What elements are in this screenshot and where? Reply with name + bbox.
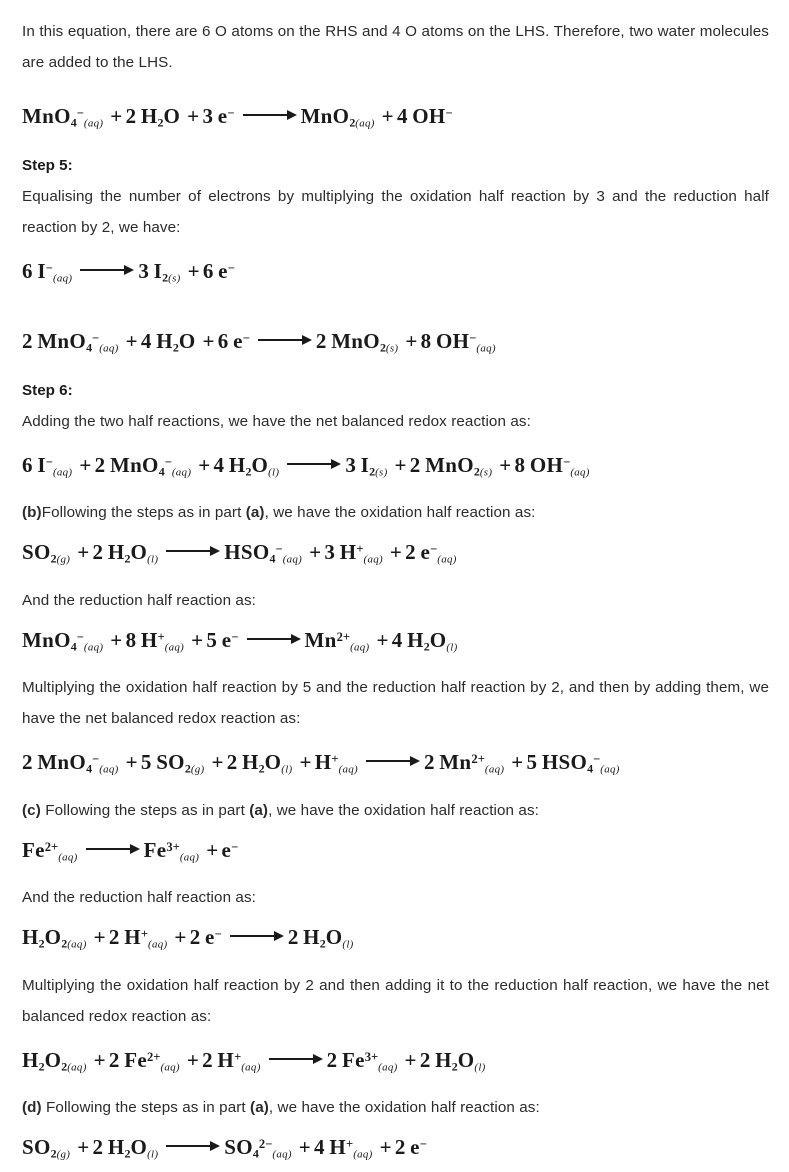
chemical-term: 2 $H_2O(l)$	[226, 750, 293, 776]
chemical-term: 4 $H_2O$	[140, 329, 196, 355]
plus-operator: +	[299, 750, 312, 775]
chemical-term: 3 $I_2(s)$	[345, 452, 388, 479]
reduction-intro-b: And the reduction half reaction as:	[22, 591, 256, 609]
chemical-term: 5 e−	[206, 627, 239, 652]
chemical-term: 2 $Fe^{3+}(aq)$	[326, 1047, 398, 1074]
chemical-term: 3 e−	[202, 104, 235, 129]
part-b-text-1: Following the steps as in part	[41, 504, 246, 522]
reaction-arrow-icon	[86, 843, 140, 855]
plus-operator: +	[79, 452, 92, 477]
reaction-arrow-icon	[366, 755, 420, 767]
chemical-term: 6 e−	[217, 329, 250, 354]
chemical-term: MnO$_4$−(aq)	[22, 627, 104, 654]
reaction-arrow-icon	[80, 264, 134, 276]
chemical-term: 2 MnO$_2$(s)	[409, 452, 493, 479]
reaction-arrow-icon	[258, 334, 312, 346]
reaction-arrow-icon	[166, 1140, 220, 1152]
plus-operator: +	[174, 925, 187, 950]
reaction-arrow-icon	[287, 458, 341, 470]
reaction-arrow-icon	[247, 633, 301, 645]
chemical-term: $HSO_4^-(aq)$	[224, 540, 303, 566]
part-d-reference: (a)	[250, 1099, 269, 1117]
plus-operator: +	[191, 627, 204, 652]
chemical-term: 2 e−	[394, 1135, 427, 1160]
chemical-term: 4 H+(aq)	[314, 1135, 373, 1161]
plus-operator: +	[389, 540, 403, 565]
chemical-term: H+(aq)	[314, 750, 358, 776]
chemical-term: 2 e−	[189, 925, 222, 950]
part-d-intro	[0, 1092, 789, 1123]
equation-net-redox-b	[0, 742, 789, 787]
equation-net-redox-c	[0, 1040, 789, 1085]
part-d-label: (d)	[22, 1099, 42, 1117]
chemical-term: $H_2O_2(aq)$	[22, 1047, 87, 1074]
part-c-reference: (a)	[249, 801, 269, 819]
step-5-paragraph: Equalising the number of electrons by multiplying the oxidation half reaction by 3 and the reduction half reaction by 2, we have:	[22, 187, 769, 236]
intro-paragraph: In this equation, there are 6 O atoms on the RHS and 4 O atoms on the LHS. Therefore, two water molecules are added to the LHS.	[22, 23, 769, 71]
plus-operator: +	[110, 104, 123, 129]
chemical-term: 3 H+(aq)	[324, 540, 383, 566]
plus-operator: +	[93, 925, 106, 950]
chemical-term: 2 H+(aq)	[108, 925, 168, 951]
chemical-term: 4 $H_2O(l)$	[213, 452, 280, 479]
plus-operator: +	[206, 837, 219, 862]
chemical-term: $SO_4^{2-}(aq)$	[224, 1135, 292, 1161]
chemical-term: 2 MnO$_4$−(aq)	[94, 452, 192, 479]
part-c-label: (c)	[22, 801, 41, 819]
part-b-intro	[0, 497, 789, 528]
chemical-term: MnO$_4$−(aq)	[22, 104, 104, 130]
equation-peroxide-reduction-half	[0, 917, 789, 962]
chemical-term: 8 OH−(aq)	[420, 329, 496, 355]
chemical-term: 6 e−	[202, 258, 235, 283]
chemical-term: $SO_2(g)$	[22, 1135, 71, 1161]
plus-operator: +	[198, 452, 211, 477]
equation-mno4-basic-reduction	[0, 96, 789, 141]
reaction-arrow-icon	[166, 545, 220, 557]
plus-operator: +	[125, 329, 138, 354]
step-6-heading: Step 6:	[22, 381, 73, 399]
chemical-term: MnO$_2$(aq)	[300, 104, 375, 130]
plus-operator: +	[404, 1047, 417, 1072]
plus-operator: +	[381, 104, 394, 129]
equation-so2-to-sulfate-oxidation	[0, 1127, 789, 1172]
chemical-term: 8 H+(aq)	[125, 627, 185, 654]
plus-operator: +	[202, 329, 215, 354]
plus-operator: +	[125, 750, 138, 775]
chemical-term: 6 I−(aq)	[22, 452, 73, 479]
part-c-text-1: Following the steps as in part	[40, 801, 250, 819]
chemical-term: $Fe^{2+}(aq)$	[22, 837, 78, 864]
chemical-term: 5 $SO_2(g)$	[140, 750, 205, 776]
plus-operator: +	[394, 452, 407, 477]
equation-iodide-oxidation-x3	[0, 251, 789, 296]
multiply-note-b: Multiplying the oxidation half reaction by 5 and the reduction half reaction by 2, and then by adding them, we have the net balanced redox reaction as:	[22, 679, 769, 728]
plus-operator: +	[186, 1047, 200, 1072]
plus-operator: +	[93, 1047, 106, 1072]
chemical-term: 2 MnO$_4$−(aq)	[22, 329, 119, 355]
part-c-text-2: , we have the oxidation half reaction as:	[268, 801, 539, 819]
equation-net-redox-a	[0, 445, 789, 490]
chemical-term: 2 MnO$_4$−(aq)	[22, 750, 119, 776]
part-d-text-2: , we have the oxidation half reaction as:	[268, 1099, 540, 1117]
step-5-heading: Step 5:	[22, 156, 73, 174]
part-c-intro	[0, 795, 789, 826]
reaction-arrow-icon	[243, 109, 297, 121]
plus-operator: +	[309, 540, 322, 565]
part-d-text-1: Following the steps as in part	[41, 1099, 251, 1117]
plus-operator: +	[110, 627, 123, 652]
plus-operator: +	[211, 750, 224, 775]
plus-operator: +	[376, 627, 389, 652]
chemical-term: $H_2O_2(aq)$	[22, 925, 87, 951]
plus-operator: +	[77, 540, 90, 565]
plus-operator: +	[187, 258, 200, 283]
chemical-term: $Mn^{2+}(aq)$	[304, 627, 370, 654]
equation-permanganate-acid-reduction	[0, 620, 789, 665]
plus-operator: +	[187, 104, 200, 129]
step-6-paragraph: Adding the two half reactions, we have the net balanced redox reaction as:	[22, 412, 531, 430]
chemical-term: e−	[221, 837, 239, 862]
plus-operator: +	[511, 750, 524, 775]
equation-iron-oxidation-half	[0, 830, 789, 875]
plus-operator: +	[77, 1135, 90, 1160]
chemical-term: 2 MnO$_2$(s)	[315, 329, 399, 355]
plus-operator: +	[499, 452, 512, 477]
chemical-term: 2 $Mn^{2+}(aq)$	[423, 750, 505, 776]
chemical-term: 2 $H_2O$	[125, 104, 181, 130]
chemical-term: 6 I−(aq)	[22, 258, 73, 285]
equation-so2-oxidation-half	[0, 532, 789, 577]
chemical-term: 4 OH−	[396, 104, 453, 129]
reduction-intro-c: And the reduction half reaction as:	[22, 889, 256, 907]
chemical-term: 2 $H_2O(l)$	[287, 925, 354, 951]
chemical-term: 2 H+(aq)	[202, 1047, 261, 1074]
chemical-term: 8 OH−(aq)	[514, 452, 590, 479]
multiply-note-c: Multiplying the oxidation half reaction by 2 and then adding it to the reduction half reaction, we have the net balanced redox reaction as:	[22, 976, 769, 1025]
chemical-term: 2 $H_2O(l)$	[92, 1135, 159, 1161]
chemical-term: 5 $HSO_4^-(aq)$	[526, 750, 620, 776]
reaction-arrow-icon	[230, 930, 284, 942]
chemical-term: 2 $Fe^{2+}(aq)$	[108, 1047, 180, 1074]
chemical-term: $SO_2(g)$	[22, 540, 71, 566]
chemical-term: $Fe^{3+}(aq)$	[143, 837, 200, 864]
part-b-label: (b)	[22, 504, 42, 522]
part-b-text-2: , we have the oxidation half reaction as:	[264, 504, 536, 522]
chemical-term: 4 $H_2O(l)$	[391, 627, 458, 654]
reaction-arrow-icon	[269, 1053, 323, 1065]
part-b-reference: (a)	[245, 504, 265, 522]
equation-permanganate-reduction-x2	[0, 321, 789, 366]
plus-operator: +	[298, 1135, 312, 1160]
plus-operator: +	[405, 329, 418, 354]
chemical-term: 2 e−(aq)	[405, 540, 457, 566]
chemical-term: 2 $H_2O(l)$	[92, 540, 159, 566]
plus-operator: +	[379, 1135, 392, 1160]
chemical-term: 2 $H_2O(l)$	[419, 1047, 486, 1074]
chemical-term: 3 $I_2(s)$	[138, 258, 181, 285]
